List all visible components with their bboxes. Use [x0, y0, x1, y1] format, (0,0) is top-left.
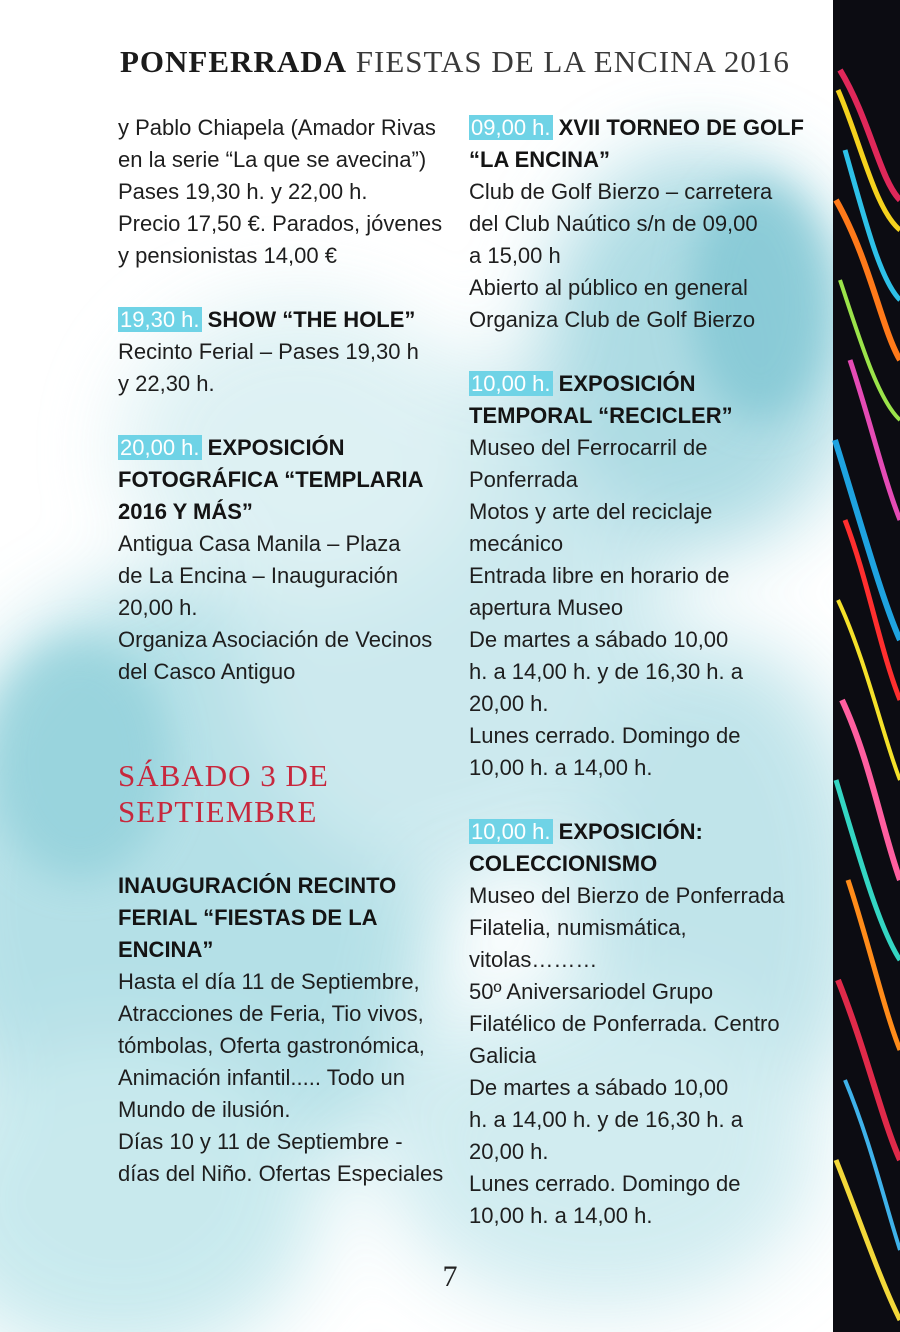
event-title: EXPOSICIÓN — [558, 371, 696, 396]
text-line: Entrada libre en horario de — [469, 563, 730, 588]
event-exposicion-recicler — [469, 368, 799, 784]
event-title: FERIAL “FIESTAS DE LA — [118, 905, 378, 930]
text-line: Recinto Ferial – Pases 19,30 h — [118, 339, 419, 364]
text-line: apertura Museo — [469, 595, 624, 620]
text-line: en la serie “La que se avecina”) — [118, 147, 427, 172]
event-time: 19,30 h. — [120, 307, 200, 332]
text-line: h. a 14,00 h. y de 16,30 h. a — [469, 659, 743, 684]
text-line: Precio 17,50 €. Parados, jóvenes — [118, 211, 443, 236]
text-line: Galicia — [469, 1043, 537, 1068]
text-line: y 22,30 h. — [118, 371, 215, 396]
text-line: Animación infantil..... Todo un — [118, 1065, 405, 1090]
event-time: 20,00 h. — [120, 435, 200, 460]
event-title: FOTOGRÁFICA “TEMPLARIA — [118, 467, 424, 492]
text-line: y Pablo Chiapela (Amador Rivas — [118, 115, 436, 140]
text-line: Hasta el día 11 de Septiembre, — [118, 969, 420, 994]
text-line: 20,00 h. — [469, 691, 549, 716]
text-line: Lunes cerrado. Domingo de — [469, 723, 741, 748]
event-title: EXPOSICIÓN — [207, 435, 345, 460]
text-line: 10,00 h. a 14,00 h. — [469, 1203, 653, 1228]
decorative-strip — [833, 0, 900, 1332]
text-line: 20,00 h. — [469, 1139, 549, 1164]
header-subtitle: FIESTAS DE LA ENCINA 2016 — [355, 44, 790, 79]
event-exposicion-coleccionismo — [469, 816, 799, 1232]
event-title: COLECCIONISMO — [469, 851, 658, 876]
event-title: “LA ENCINA” — [469, 147, 610, 172]
text-line: Club de Golf Bierzo – carretera — [469, 179, 773, 204]
text-line: Organiza Club de Golf Bierzo — [469, 307, 756, 332]
page-header — [120, 44, 790, 80]
text-line: Ponferrada — [469, 467, 578, 492]
text-line: tómbolas, Oferta gastronómica, — [118, 1033, 425, 1058]
text-line: Lunes cerrado. Domingo de — [469, 1171, 741, 1196]
text-line: Museo del Bierzo de Ponferrada — [469, 883, 785, 908]
text-line: Antigua Casa Manila – Plaza — [118, 531, 401, 556]
text-line: Motos y arte del reciclaje — [469, 499, 713, 524]
text-line: Organiza Asociación de Vecinos — [118, 627, 433, 652]
text-line: mecánico — [469, 531, 564, 556]
text-line: Museo del Ferrocarril de — [469, 435, 708, 460]
event-title: TEMPORAL “RECICLER” — [469, 403, 733, 428]
text-line: Mundo de ilusión. — [118, 1097, 291, 1122]
text-line: 50º Aniversariodel Grupo — [469, 979, 714, 1004]
text-line: Abierto al público en general — [469, 275, 748, 300]
header-brand: PONFERRADA — [120, 44, 347, 79]
event-time: 10,00 h. — [471, 371, 551, 396]
event-torneo-golf — [469, 112, 804, 336]
event-title: ENCINA” — [118, 937, 214, 962]
left-column — [118, 112, 448, 1190]
event-title: 2016 Y MÁS” — [118, 499, 253, 524]
text-line: vitolas……… — [469, 947, 598, 972]
text-line: Días 10 y 11 de Septiembre - — [118, 1129, 403, 1154]
text-line: 10,00 h. a 14,00 h. — [469, 755, 653, 780]
right-column — [469, 112, 804, 1232]
event-title: INAUGURACIÓN RECINTO — [118, 873, 397, 898]
text-line: de La Encina – Inauguración — [118, 563, 399, 588]
event-time: 10,00 h. — [471, 819, 551, 844]
text-line: del Casco Antiguo — [118, 659, 296, 684]
day-heading-line: SEPTIEMBRE — [118, 794, 318, 829]
text-line: Filatélico de Ponferrada. Centro — [469, 1011, 780, 1036]
event-title: EXPOSICIÓN: — [558, 819, 703, 844]
text-line: Atracciones de Feria, Tio vivos, — [118, 1001, 424, 1026]
event-exposicion-templaria — [118, 432, 448, 688]
day-heading-line: SÁBADO 3 DE — [118, 758, 329, 793]
text-line: a 15,00 h — [469, 243, 561, 268]
text-line: De martes a sábado 10,00 — [469, 1075, 729, 1100]
text-line: días del Niño. Ofertas Especiales — [118, 1161, 444, 1186]
event-title: XVII TORNEO DE GOLF — [558, 115, 804, 140]
text-line: h. a 14,00 h. y de 16,30 h. a — [469, 1107, 743, 1132]
intro-text — [118, 112, 448, 272]
event-show-the-hole — [118, 304, 448, 400]
text-line: Filatelia, numismática, — [469, 915, 687, 940]
text-line: del Club Naútico s/n de 09,00 — [469, 211, 758, 236]
event-time: 09,00 h. — [471, 115, 551, 140]
day-heading — [118, 758, 448, 830]
page-number: 7 — [442, 1260, 458, 1293]
event-inauguracion-recinto — [118, 870, 448, 1190]
text-line: Pases 19,30 h. y 22,00 h. — [118, 179, 368, 204]
text-line: y pensionistas 14,00 € — [118, 243, 337, 268]
event-title: SHOW “THE HOLE” — [207, 307, 416, 332]
text-line: 20,00 h. — [118, 595, 198, 620]
text-line: De martes a sábado 10,00 — [469, 627, 729, 652]
